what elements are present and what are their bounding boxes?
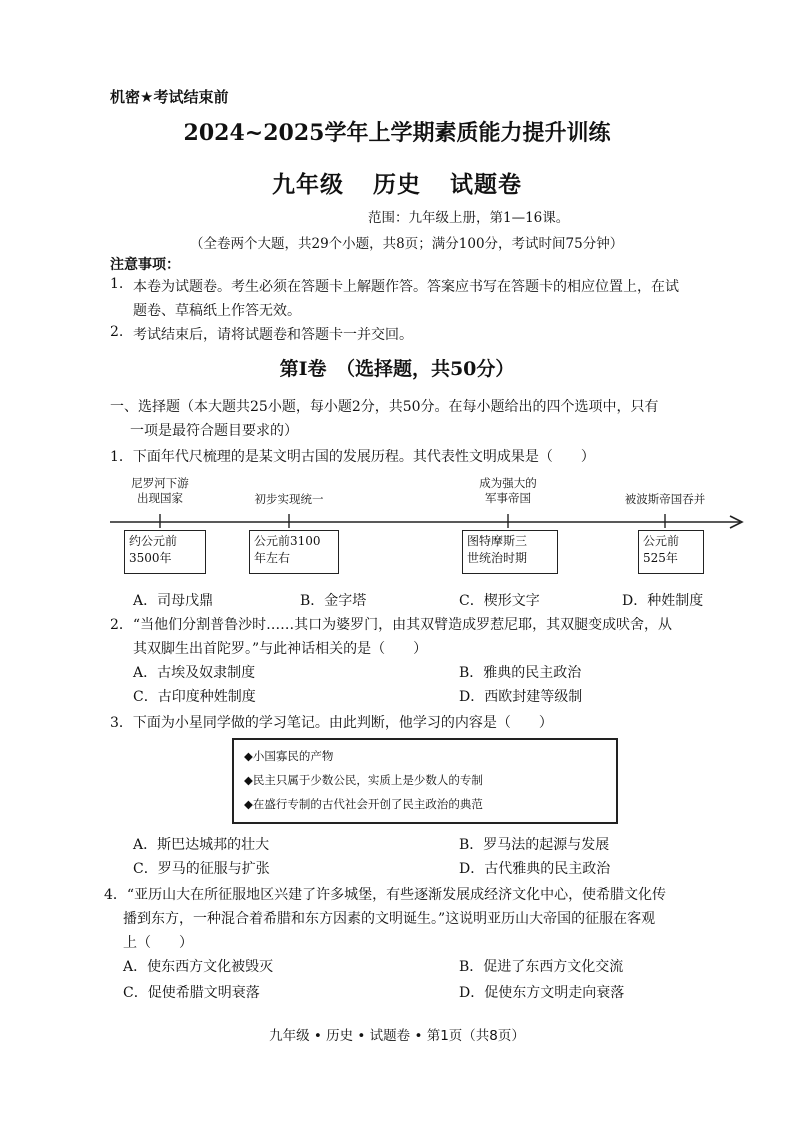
study-note-1: ◆小国寡民的产物 (244, 749, 334, 763)
note-1-number: 1. (110, 276, 124, 292)
q2-option-d[interactable]: D．西欧封建等级制 (459, 689, 583, 705)
exam-subtitle (0, 166, 794, 199)
timeline-label-3 (458, 476, 558, 506)
timeline-box-1 (124, 530, 206, 574)
timeline-box-4-text: 公元前 525年 (643, 534, 680, 565)
timeline-box-2 (249, 530, 339, 574)
subtitle-grade: 九年级 (271, 171, 344, 198)
timeline-label-1-text: 尼罗河下游 出现国家 (131, 476, 189, 505)
exam-range: 范围：九年级上册，第1—16课。 (368, 210, 570, 226)
timeline-box-3-text: 图特摩斯三 世统治时期 (467, 534, 528, 565)
timeline-label-3-text: 成为强大的 军事帝国 (479, 476, 537, 505)
timeline-label-2 (234, 492, 344, 507)
note-1-line1: 本卷为试题卷。考生必须在答题卡上解题作答。答案应书写在答题卡的相应位置上，在试 (133, 279, 679, 295)
section-intro-line2: 一项是最符合题目要求的） (130, 423, 298, 439)
q4-option-d[interactable]: D．促使东方文明走向衰落 (459, 985, 625, 1001)
timeline-box-2-text: 公元前3100 年左右 (254, 534, 321, 565)
notes-heading: 注意事项： (110, 257, 180, 273)
timeline-box-3 (462, 530, 558, 574)
timeline-box-1-text: 约公元前 3500年 (129, 534, 178, 565)
note-2-number: 2. (110, 324, 124, 340)
q2-stem-line1: 2．“当他们分割普鲁沙时……其口为婆罗门，由其双臂造成罗惹尼耶，其双腿变成吠舍，从 (110, 617, 673, 633)
q4-stem-line2: 播到东方，一种混合着希腊和东方因素的文明诞生。”这说明亚历山大帝国的征服在客观 (123, 911, 656, 927)
q4-stem-line1: 4．“亚历山大在所征服地区兴建了许多城堡，有些逐渐发展成经济文化中心，使希腊文化传 (104, 887, 667, 903)
timeline-box-4 (638, 530, 704, 574)
exam-info: （全卷两个大题，共29个小题，共8页；满分100分，考试时间75分钟） (190, 236, 624, 252)
q3-option-b[interactable]: B．罗马法的起源与发展 (459, 837, 610, 853)
timeline-label-4 (600, 492, 730, 507)
q1-option-d[interactable]: D．种姓制度 (622, 593, 704, 609)
section-title: 第Ⅰ卷 （选择题，共50分） (279, 358, 515, 380)
q3-option-d[interactable]: D．古代雅典的民主政治 (459, 861, 611, 877)
confidential-label: 机密★考试结束前 (110, 88, 229, 106)
timeline-label-2-text: 初步实现统一 (254, 492, 324, 506)
q3-option-c[interactable]: C．罗马的征服与扩张 (133, 861, 270, 877)
study-note-3: ◆在盛行专制的古代社会开创了民主政治的典范 (244, 797, 483, 811)
q1-stem: 1．下面年代尺梳理的是某文明古国的发展历程。其代表性文明成果是（ ） (110, 449, 595, 465)
q1-option-c[interactable]: C．楔形文字 (459, 593, 540, 609)
note-2-text: 考试结束后，请将试题卷和答题卡一并交回。 (133, 327, 413, 343)
subtitle-subject: 历史 (373, 171, 421, 198)
note-1-line2: 题卷、草稿纸上作答无效。 (133, 303, 301, 319)
q2-option-b[interactable]: B．雅典的民主政治 (459, 665, 582, 681)
timeline-label-4-text: 被波斯帝国吞并 (624, 492, 706, 506)
q2-option-a[interactable]: A．古埃及奴隶制度 (133, 665, 256, 681)
subtitle-type: 试题卷 (450, 171, 523, 198)
page-footer: 九年级 • 历史 • 试题卷 • 第1页（共8页） (269, 1028, 525, 1044)
q1-option-a[interactable]: A．司母戊鼎 (133, 593, 214, 609)
study-note-2: ◆民主只属于少数公民，实质上是少数人的专制 (244, 773, 483, 787)
q1-option-b[interactable]: B．金字塔 (300, 593, 367, 609)
q2-stem-line2: 其双脚生出首陀罗。”与此神话相关的是（ ） (133, 641, 428, 657)
q4-option-c[interactable]: C．促使希腊文明衰落 (123, 985, 260, 1001)
q2-option-c[interactable]: C．古印度种姓制度 (133, 689, 256, 705)
study-notes-box (232, 738, 618, 824)
section-intro-line1: 一、选择题（本大题共25小题，每小题2分，共50分。在每小题给出的四个选项中，只有 (110, 399, 659, 415)
exam-title: 2024~2025学年上学期素质能力提升训练 (183, 120, 611, 146)
q4-option-a[interactable]: A．使东西方文化被毁灭 (123, 959, 274, 975)
timeline-label-1 (110, 476, 210, 506)
q3-option-a[interactable]: A．斯巴达城邦的壮大 (133, 837, 270, 853)
q4-option-b[interactable]: B．促进了东西方文化交流 (459, 959, 624, 975)
q4-stem-line3: 上（ ） (123, 935, 193, 951)
q3-stem: 3．下面为小星同学做的学习笔记。由此判断，他学习的内容是（ ） (110, 715, 553, 731)
